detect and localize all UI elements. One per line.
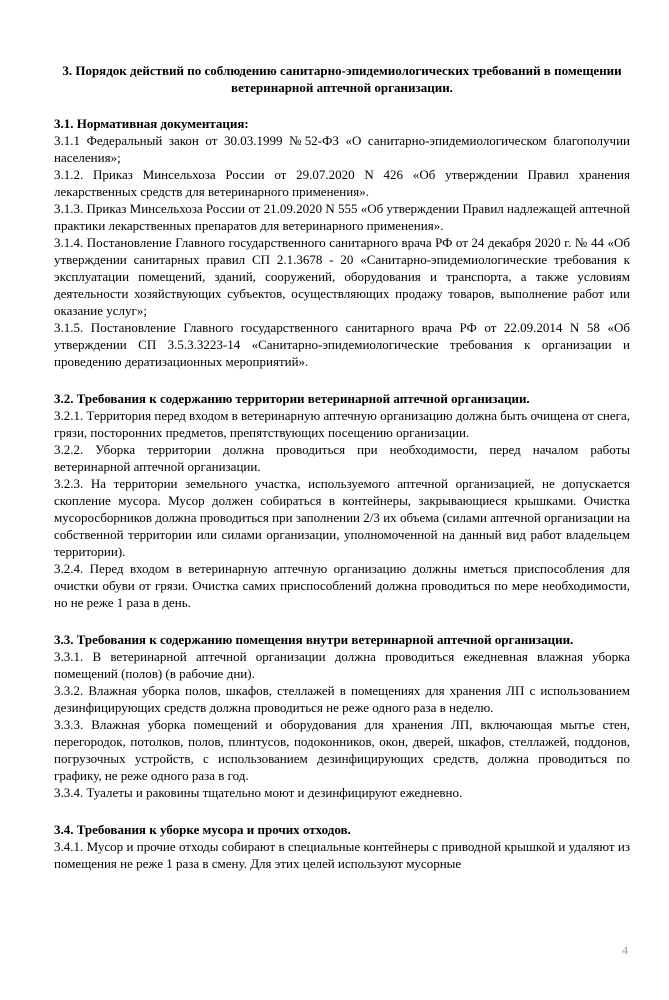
paragraph: 3.2.4. Перед входом в ветеринарную аптечную организацию должны иметься приспособления для очистки обуви от грязи. Очистка самих приспособлений должна проводиться по мере необходимости, но не реже 1 раза в день. bbox=[54, 561, 630, 610]
section-3-3 bbox=[54, 631, 630, 801]
paragraph: 3.4.1. Мусор и прочие отходы собирают в специальные контейнеры с приводной крышкой и удаляют из помещения не реже 1 раза в смену. Для этих целей используют мусорные bbox=[54, 839, 630, 871]
paragraph: 3.2.2. Уборка территории должна проводиться при необходимости, перед началом работы ветеринарной аптечной организации. bbox=[54, 442, 630, 474]
document-title: 3. Порядок действий по соблюдению санитарно-эпидемиологических требований в помещении ветеринарной аптечной организации. bbox=[62, 63, 622, 95]
document-page bbox=[54, 62, 630, 892]
paragraph: 3.1.4. Постановление Главного государственного санитарного врача РФ от 24 декабря 2020 г. № 44 «Об утверждении санитарных правил СП 2.1.3678 - 20 «Санитарно-эпидемиологические требования к эксплуатации помещений, зданий, сооружений, оборудования и транспорта, а также условиям деятельности хозяйствующих субъектов, осуществляющих продажу товаров, выполнение работ или оказание услуг»; bbox=[54, 235, 630, 318]
section-heading: 3.3. Требования к содержанию помещения внутри ветеринарной аптечной организации. bbox=[54, 632, 574, 647]
section-3-4 bbox=[54, 821, 630, 872]
paragraph: 3.1.3. Приказ Минсельхоза России от 21.09.2020 N 555 «Об утверждении Правил надлежащей аптечной практики лекарственных препаратов для ветеринарного применения». bbox=[54, 201, 630, 233]
paragraph: 3.3.4. Туалеты и раковины тщательно моют и дезинфицируют ежедневно. bbox=[54, 785, 463, 800]
paragraph: 3.3.2. Влажная уборка полов, шкафов, стеллажей в помещениях для хранения ЛП с использованием дезинфицирующих средств должна проводиться не реже одного раза в неделю. bbox=[54, 683, 630, 715]
paragraph: 3.1.2. Приказ Минсельхоза России от 29.07.2020 N 426 «Об утверждении Правил хранения лекарственных средств для ветеринарного применения». bbox=[54, 167, 630, 199]
section-heading: 3.4. Требования к уборке мусора и прочих отходов. bbox=[54, 822, 351, 837]
page-number: 4 bbox=[622, 943, 628, 957]
section-heading: 3.2. Требования к содержанию территории ветеринарной аптечной организации. bbox=[54, 391, 530, 406]
paragraph: 3.2.3. На территории земельного участка, используемого аптечной организацией, не допускается скопление мусора. Мусор должен собираться в контейнеры, закрывающиеся крышками. Очистка мусоросборников должна проводиться при заполнении 2/3 их объема (силами аптечной организации на собственной территории или силами организации, уполномоченной на данный вид работ владельцем территории). bbox=[54, 476, 630, 559]
paragraph: 3.1.5. Постановление Главного государственного санитарного врача РФ от 22.09.2014 N 58 «Об утверждении СП 3.5.3.3223-14 «Санитарно-эпидемиологические требования к организации и проведению дератизационных мероприятий». bbox=[54, 320, 630, 369]
paragraph: 3.2.1. Территория перед входом в ветеринарную аптечную организацию должна быть очищена от снега, грязи, посторонних предметов, препятствующих посещению организации. bbox=[54, 408, 631, 440]
paragraph: 3.1.1 Федеральный закон от 30.03.1999 №52-ФЗ «О санитарно-эпидемиологическом благополучии населения»; bbox=[54, 133, 630, 165]
section-heading: 3.1. Нормативная документация: bbox=[54, 116, 249, 131]
section-3-2 bbox=[54, 390, 630, 611]
paragraph: 3.3.3. Влажная уборка помещений и оборудования для хранения ЛП, включающая мытье стен, перегородок, потолков, полов, плинтусов, подоконников, окон, дверей, шкафов, стеллажей, поддонов, погрузочных устройств, с использованием дезинфицирующих средств, должна проводиться по графику, не реже одного раза в год. bbox=[54, 717, 630, 783]
section-3-1 bbox=[54, 115, 630, 370]
paragraph: 3.3.1. В ветеринарной аптечной организации должна проводиться ежедневная влажная уборка помещений (полов) (в рабочие дни). bbox=[54, 649, 630, 681]
